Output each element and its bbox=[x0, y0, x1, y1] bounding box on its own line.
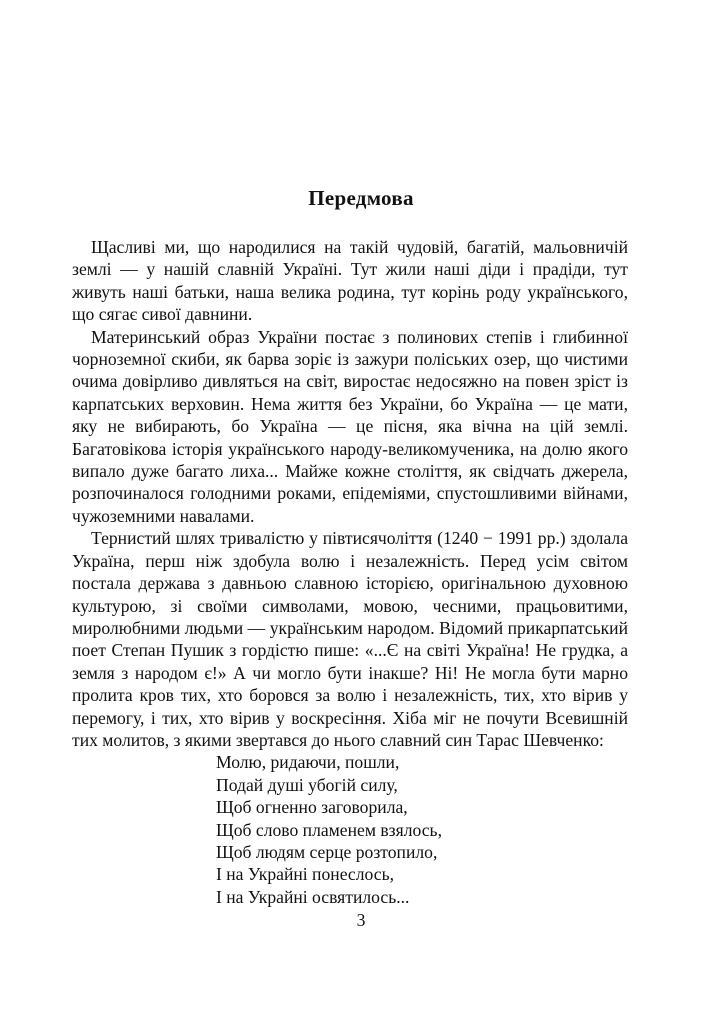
poem-line: І на Украйні понеслось, bbox=[216, 864, 394, 885]
paragraph-3: Тернистий шлях тривалістю у півтисячоліття (1240 − 1991 рр.) здолала Україна, перш ніж здобула волю і незалежність. Перед усім світом постала держава з давньою славною історією, оригінальною духовною культурою, зі своїми символами, мовою, чесними, працьовитими, миролюбними людьми — українським народом. Відомий прикарпатський поет Степан Пушик з гордістю пише: «...Є на світі Україна! Не грудка, а земля з народом є!» А чи могло бути інакше? Ні! Не могла бути марно пролита кров тих, хто боровся за волю і незалежність, тих, хто вірив у перемогу, і тих, хто вірив у воскресіння. Хіба міг не почути Всевишній тих молитов, з якими звертався до нього славний син Тарас Шевченко: bbox=[72, 528, 628, 750]
poem-line: Щоб людям серце розтопило, bbox=[216, 841, 438, 862]
body-text bbox=[72, 236, 628, 908]
poem-line: Щоб слово пламенем взялось, bbox=[216, 819, 442, 840]
poem-line: І на Украйні освятилось... bbox=[216, 886, 410, 907]
poem-line: Щоб огненно заговорила, bbox=[216, 797, 408, 818]
poem-quote bbox=[72, 751, 628, 908]
paragraph-1: Щасливі ми, що народилися на такій чудовій, багатій, мальовничій землі — у нашій славній Україні. Тут жили наші діди і прадіди, тут живуть наші батьки, наша велика родина, тут корінь роду українського, що сягає сивої давнини. bbox=[72, 237, 628, 325]
poem-line: Подай душі убогій силу, bbox=[216, 774, 398, 795]
page-number: 3 bbox=[356, 910, 366, 930]
paragraph-2: Материнський образ України постає з полинових степів і глибинної чорноземної скиби, як барва зоріє із зажури поліських озер, що чистими очима довірливо дивляться на світ, виростає недосяжно на повен зріст із карпатських верховин. Нема життя без України, бо Україна — це мати, яку не вибирають, бо Україна — це пісня, яка вічна на цій землі. Багатовікова історія українського народу-великомученика, на долю якого випало дуже багато лиха... Майже кожне століття, як свідчать джерела, розпочиналося голодними роками, епідеміями, спустошливими війнами, чужоземними навалами. bbox=[72, 326, 628, 526]
poem-line: Молю, ридаючи, пошли, bbox=[216, 752, 400, 773]
page-title: Передмова bbox=[308, 186, 414, 210]
